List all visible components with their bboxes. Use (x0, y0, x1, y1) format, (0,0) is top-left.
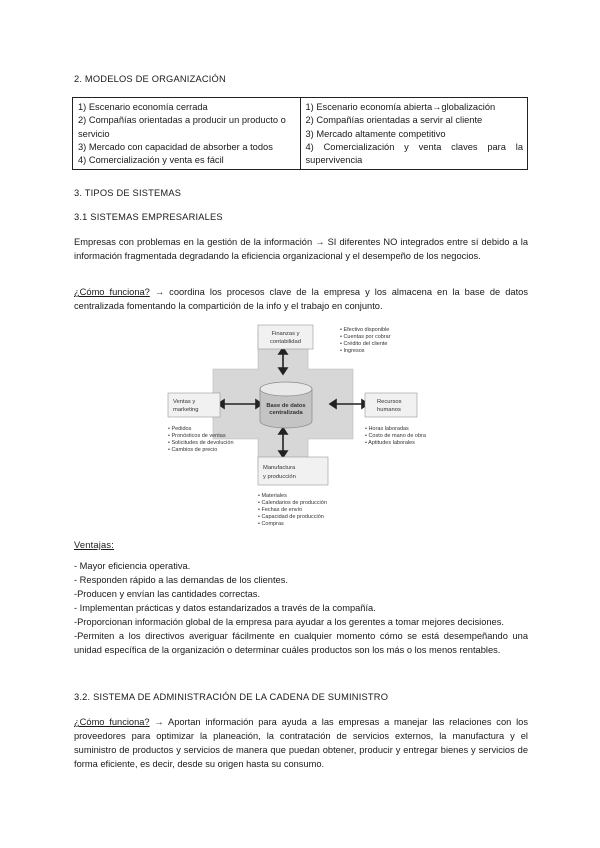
advantages-list (74, 559, 528, 657)
sales-label-1: Ventas y (173, 399, 196, 405)
hr-list-1: • Horas laboradas (365, 426, 409, 432)
manufacturing-list-4: • Capacidad de producción (258, 514, 324, 520)
enterprise-systems-paragraph: Empresas con problemas en la gestión de la información → SI diferentes NO integrados entre sí debido a la información fragmentada degradando la eficiencia organizacional y el desempeño de los negocios. (74, 237, 528, 261)
hr-box (365, 393, 417, 417)
organization-models-table (72, 97, 528, 170)
finance-label-2: contabilidad (270, 339, 301, 345)
how-it-works-text-1: → coordina los procesos clave de la empresa y los almacena en la base de datos centralizada fomentando la compartición de la info y el trabajo en conjunto. (74, 287, 528, 311)
closed-economy-model-cell (73, 98, 301, 170)
sales-label-2: marketing (173, 407, 199, 413)
model-right-item-3: 3) Mercado altamente competitivo (305, 128, 446, 139)
model-right-item-2: 2) Compañías orientadas a servir al cliente (305, 115, 483, 126)
section-3-title: 3. TIPOS DE SISTEMAS (74, 188, 182, 198)
manufacturing-list-1: • Materiales (258, 493, 287, 499)
manufacturing-list-2: • Calendarios de producción (258, 500, 327, 506)
finance-list-4: • Ingresos (340, 348, 365, 354)
model-left-item-2: 2) Compañías orientadas a producir un producto o servicio (78, 115, 286, 139)
finance-list-3: • Crédito del cliente (340, 341, 388, 347)
advantage-item: -Producen y envían las cantidades correctas. (74, 589, 261, 599)
how-it-works-label-1: ¿Cómo funciona? (74, 287, 150, 297)
how-it-works-paragraph-1 (74, 285, 528, 313)
advantage-item: - Implementan prácticas y datos estandarizados a través de la compañía. (74, 603, 376, 613)
advantage-item: -Proporcionan información global de la empresa para ayudar a los gerentes a tomar mejores decisiones. (74, 617, 504, 627)
advantage-item: - Responden rápido a las demandas de los clientes. (74, 575, 288, 585)
center-label-1: Base de datos (266, 403, 306, 409)
manufacturing-label-2: y producción (263, 474, 296, 480)
model-left-item-4: 4) Comercialización y venta es fácil (78, 155, 224, 166)
hr-list-3: • Aptitudes laborales (365, 440, 415, 446)
enterprise-system-diagram (163, 321, 463, 541)
sales-list-4: • Cambios de precio (168, 447, 218, 453)
manufacturing-list-5: • Compras (258, 521, 284, 527)
section-3-1-title: 3.1 SISTEMAS EMPRESARIALES (74, 212, 223, 222)
advantage-item: -Permiten a los directivos averiguar fácilmente en cualquier momento cómo se está desempeñando una unidad específica de la organización o determinar cuáles productos son los más o los menos rentables. (74, 631, 528, 655)
hr-label-2: humanos (377, 407, 401, 413)
model-right-item-4: 4) Comercialización y venta claves para la supervivencia (305, 141, 523, 166)
manufacturing-box (258, 457, 328, 485)
model-left-item-1: 1) Escenario economía cerrada (78, 102, 208, 112)
how-it-works-label-2: ¿Cómo funciona? (74, 717, 150, 727)
advantages-title: Ventajas: (74, 540, 115, 550)
open-economy-model-cell (300, 98, 528, 170)
model-right-item-1: 1) Escenario economía abierta→globalización (305, 102, 496, 112)
manufacturing-label-1: Manufactura (263, 465, 296, 471)
finance-list-2: • Cuentas por cobrar (340, 334, 391, 340)
sales-list-2: • Pronósticos de ventas (168, 433, 226, 439)
how-it-works-text-2: → Aportan información para ayuda a las empresas a manejar las relaciones con los proveedores para optimizar la planeación, la contratación de servicios externos, la manufactura y el suministro de productos y servicios de manera que puedan obtener, producir y entregar bienes y servicios de forma eficiente, es decir, desde su origen hasta su consumo. (74, 717, 528, 769)
finance-box (258, 325, 313, 349)
sales-list-3: • Solicitudes de devolución (168, 440, 234, 446)
section-2-title: 2. MODELOS DE ORGANIZACIÓN (74, 74, 226, 84)
manufacturing-list-3: • Fechas de envío (258, 507, 303, 513)
sales-box (168, 393, 220, 417)
section-3-2-title: 3.2. SISTEMA DE ADMINISTRACIÓN DE LA CADENA DE SUMINISTRO (74, 692, 389, 702)
sales-list-1: • Pedidos (168, 426, 192, 432)
model-left-item-3: 3) Mercado con capacidad de absorber a todos (78, 141, 273, 152)
hr-label-1: Recursos (377, 399, 402, 405)
finance-label-1: Finanzas y (271, 331, 300, 337)
hr-list-2: • Costo de mano de obra (365, 433, 426, 439)
how-it-works-paragraph-2 (74, 715, 528, 771)
advantage-item: - Mayor eficiencia operativa. (74, 561, 191, 571)
finance-list-1: • Efectivo disponible (340, 327, 390, 333)
center-label-2: centralizada (269, 410, 303, 416)
